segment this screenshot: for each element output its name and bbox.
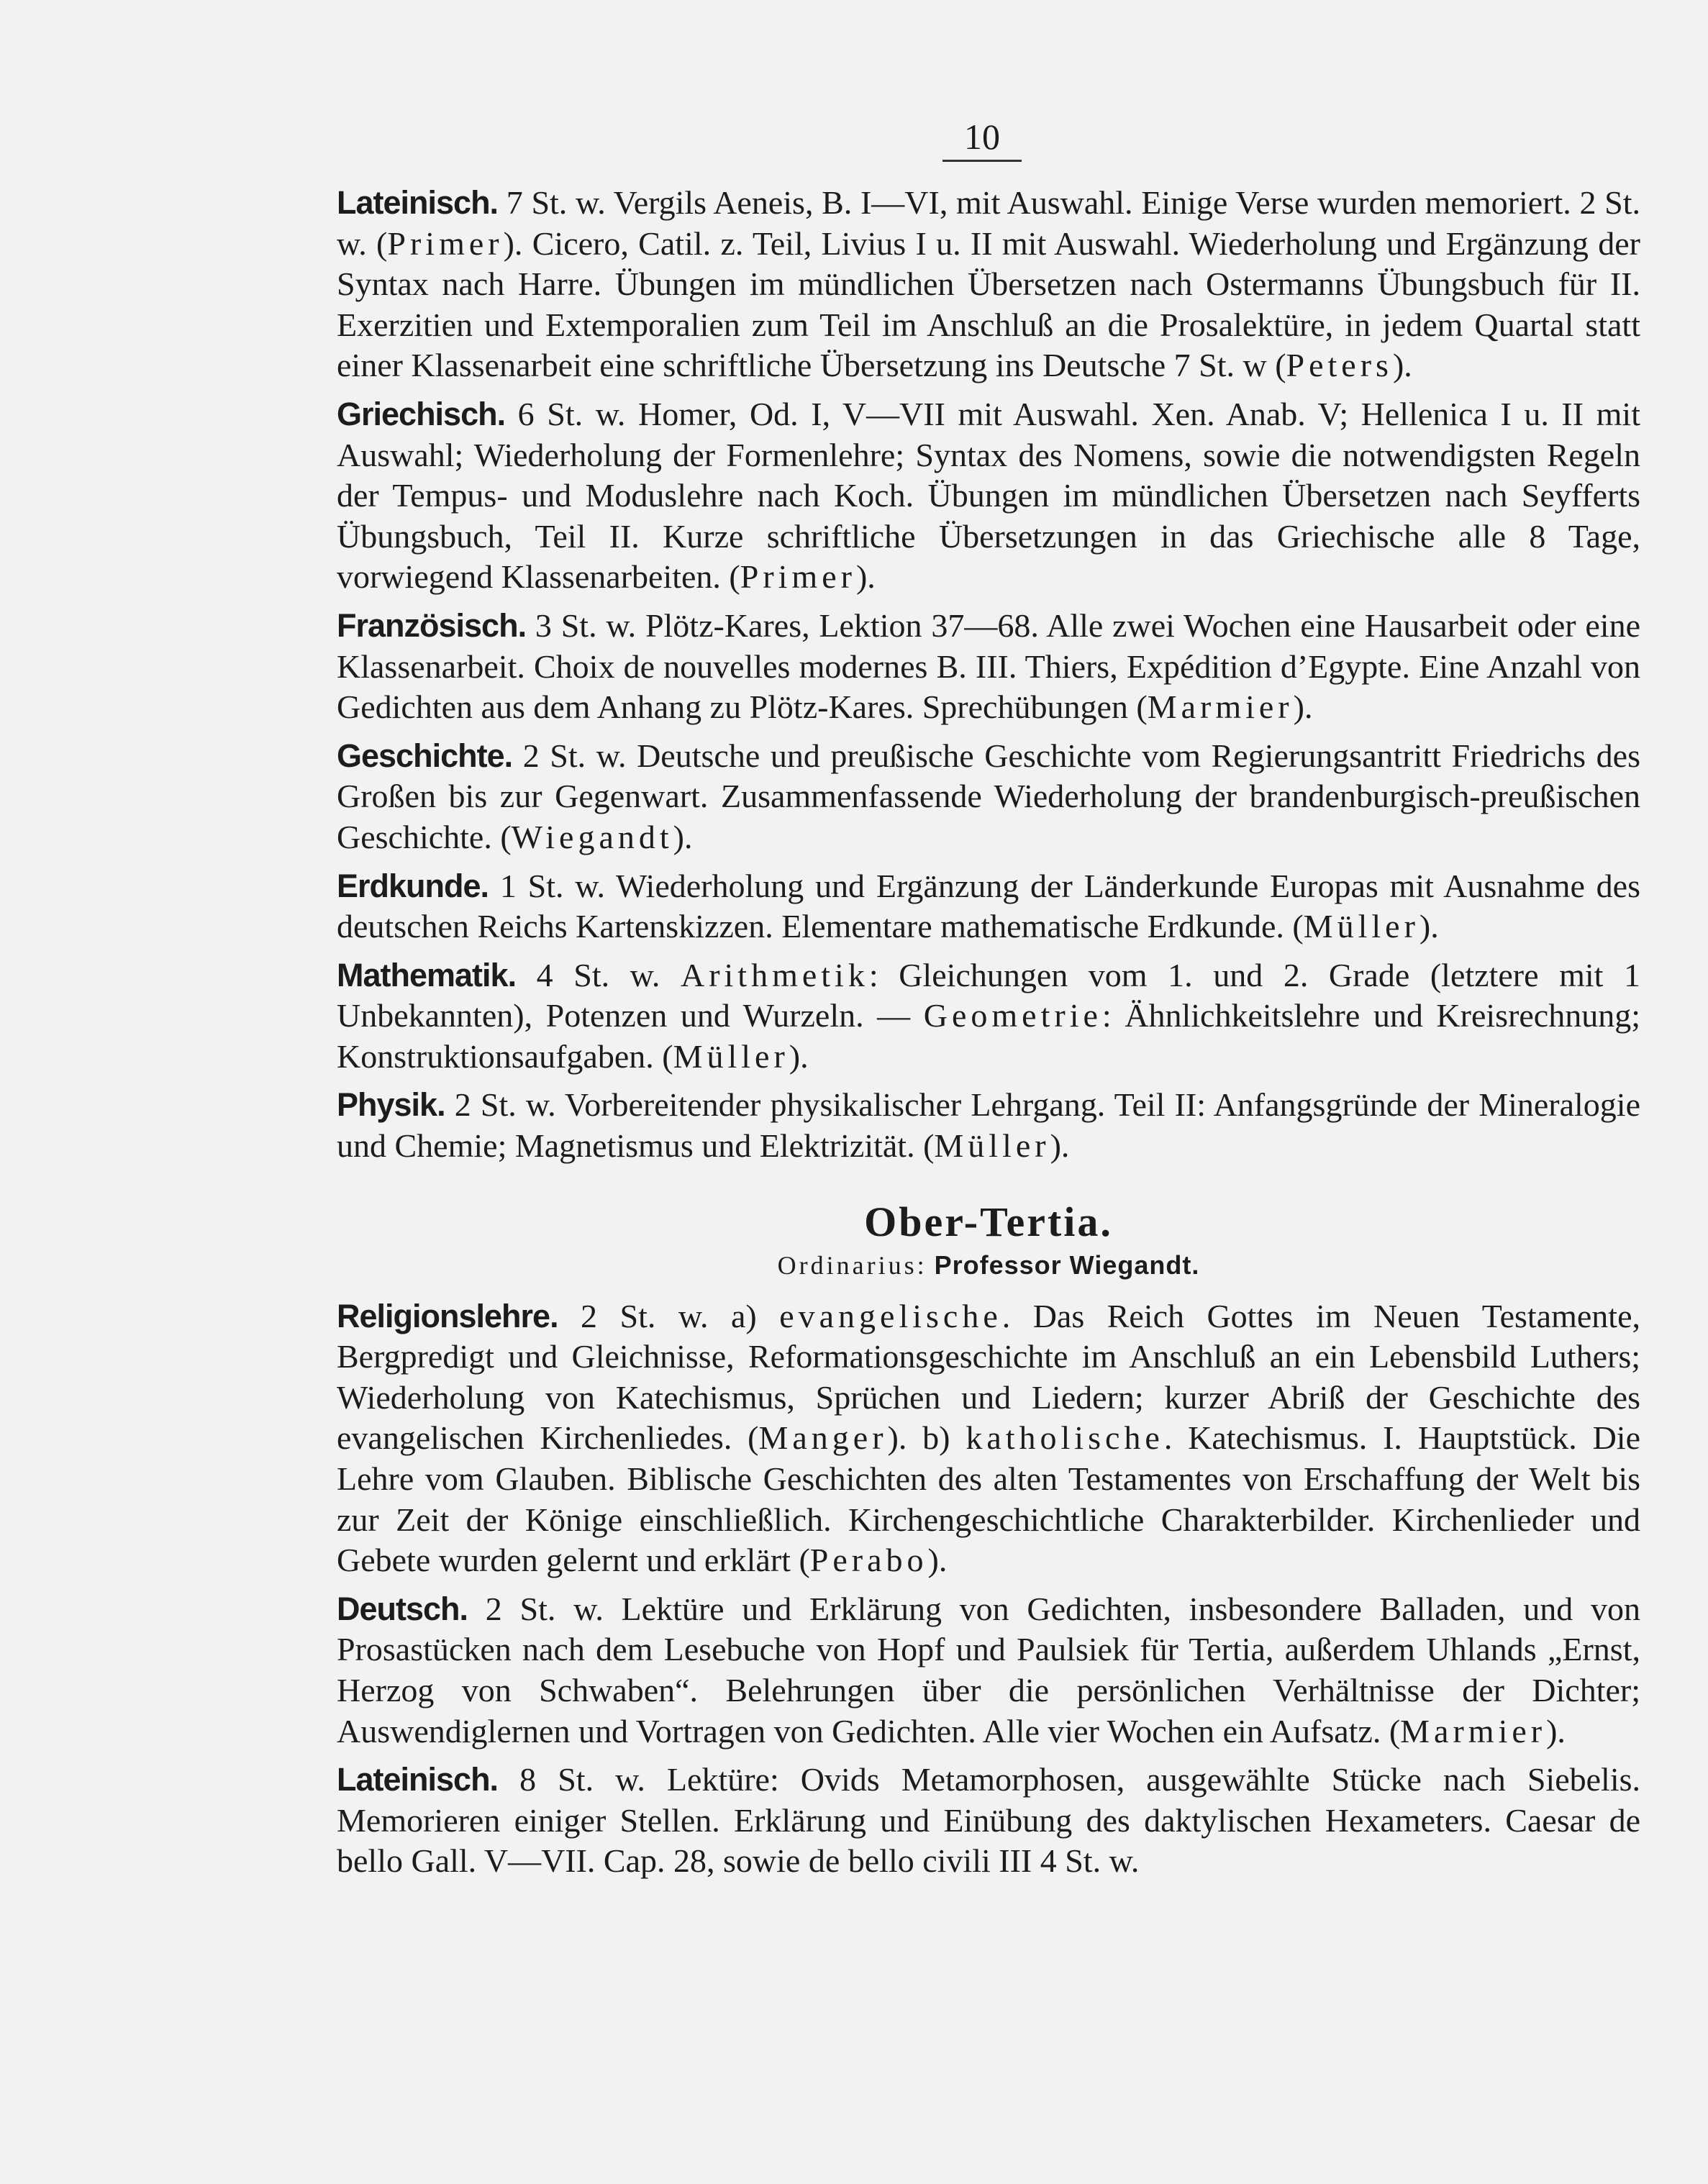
subject-paragraph [337,1085,1640,1166]
paragraph-text: 2 St. w. a) [558,1297,780,1334]
subject-heading: Erdkunde. [337,867,489,904]
paragraph-text: 3 St. w. Plötz-Kares, Lektion 37—68. Alle zwei Wochen eine Hausarbeit oder eine Klassenarbeit. Choix de nouvelles modernes B. III. Thiers, Expédition d’Egypte. Eine Anzahl von Gedichten aus dem Anhang zu Plötz-Kares. Sprechübungen ( [337,606,1640,726]
ordinarius-name: Professor Wiegandt. [934,1250,1200,1280]
paragraph-text: 4 St. w. [516,956,681,993]
ordinarius-label: Ordinarius: [777,1250,927,1280]
spaced-emphasis: katholische [966,1419,1164,1457]
paragraph-text: . Das Reich Gottes im Neuen Testamente, Bergpredigt und Gleichnisse, Reformationsgeschichte im Anschluß an ein Lebensbild Luthers; Wiederholung von Katechismus, Sprüchen und Liedern; kurzer Abriß der Geschichte des evangelischen Kirchenliedes. ( [337,1297,1640,1457]
paragraph-text: 6 St. w. Homer, Od. I, V—VII mit Auswahl. Xen. Anab. V; Hellenica I u. II mit Auswahl; Wiederholung der Formenlehre; Syntax des Nomens, sowie die notwendigsten Regeln der Tempus- und Moduslehre nach Koch. Übungen im mündlichen Übersetzen nach Seyfferts Übungsbuch, Teil II. Kurze schriftliche Übersetzungen in das Griechische alle 8 Tage, vorwiegend Klassenarbeiten. ( [337,395,1640,596]
paragraph-text: ). [1419,908,1439,945]
spaced-emphasis: Müller [934,1127,1050,1165]
subject-paragraph [337,1296,1640,1581]
subject-paragraph [337,1589,1640,1752]
paragraph-text: ). Cicero, Catil. z. Teil, Livius I u. II mit Auswahl. Wiederholung und Ergänzung der Syntax nach Harre. Übungen im mündlichen Übersetzen nach Ostermanns Übungsbuch für II. Exerzitien und Extemporalien zum Teil im Anschluß an die Prosalektüre, in jedem Quartal statt einer Klassenarbeit eine schriftliche Übersetzung ins Deutsche 7 St. w ( [337,224,1640,384]
paragraph-text: ). [1293,688,1313,726]
paragraph-text: ). [673,818,693,855]
spaced-emphasis: Wiegandt [511,818,673,855]
paragraph-text: ). b) [887,1419,966,1457]
subject-paragraph [337,606,1640,728]
paragraph-text: ). [1546,1712,1566,1750]
paragraph-text: 2 St. w. Lektüre und Erklärung von Gedichten, insbesondere Balladen, und von Prosastücken nach dem Lesebuche von Hopf und Paulsiek für Tertia, außerdem Uhlands „Ernst, Herzog von Schwaben“. Belehrungen über die persönlichen Verhältnisse der Dichter; Auswendiglernen und Vortragen von Gedichten. Alle vier Wochen ein Aufsatz. ( [337,1590,1640,1750]
spaced-emphasis: Marmier [1147,688,1294,726]
spaced-emphasis: Perabo [809,1542,928,1579]
paragraph-text: ). [789,1037,809,1075]
subject-paragraph [337,394,1640,598]
subject-paragraph [337,866,1640,947]
subject-heading: Geschichte. [337,737,513,774]
spaced-emphasis: Primer [387,224,504,262]
spaced-emphasis: evangelische [779,1297,1002,1334]
subject-paragraph [337,183,1640,386]
subject-heading: Lateinisch. [337,1761,499,1798]
subject-paragraph [337,1760,1640,1882]
subject-heading: Physik. [337,1086,445,1124]
paragraph-text: . Katechismus. I. Hauptstück. Die Lehre vom Glauben. Biblische Geschichten des alten Testamentes von Erschaffung der Welt bis zur Zeit der Könige einschließlich. Kirchengeschichtliche Charakterbilder. Kirchenlieder und Gebete wurden gelernt und erklärt ( [337,1419,1640,1579]
spaced-emphasis: Primer [740,558,856,596]
paragraph-text: 1 St. w. Wiederholung und Ergänzung der Länderkunde Europas mit Ausnahme des deutschen Reichs Kartenskizzen. Elementare mathematische Erdkunde. ( [337,867,1640,945]
paragraph-text: : Ähnlichkeitslehre und Kreisrechnung; Konstruktionsaufgaben. ( [337,997,1640,1075]
paragraph-text: 8 St. w. Lektüre: Ovids Metamorphosen, ausgewählte Stücke nach Siebelis. Memorieren einiger Stellen. Erklärung und Einübung des daktylischen Hexameters. Caesar de bello Gall. V—VII. Cap. 28, sowie de bello civili III 4 St. w. [337,1761,1640,1880]
section-title: Ober-Tertia. [864,1198,1113,1245]
paragraph-text: ). [855,558,876,596]
subject-paragraph [337,736,1640,858]
subject-heading: Französisch. [337,606,527,644]
text-column [337,183,1640,1890]
paragraphs-before [337,183,1640,1167]
subject-heading: Deutsch. [337,1590,468,1627]
subject-heading: Griechisch. [337,395,506,432]
paragraph-text: 2 St. w. Deutsche und preußische Geschichte vom Regierungsantritt Friedrichs des Großen bis zur Gegenwart. Zusammenfassende Wiederholung der brandenburgisch-preußischen Geschichte. ( [337,737,1640,855]
ordinarius-line [337,1247,1640,1283]
subject-heading: Mathematik. [337,956,517,993]
spaced-emphasis: Arithmetik [680,956,869,993]
spaced-emphasis: Peters [1286,347,1393,384]
spaced-emphasis: Müller [673,1037,789,1075]
spaced-emphasis: Geometrie [923,997,1102,1034]
subject-heading: Religionslehre. [337,1297,558,1334]
paragraph-text: ). [1392,347,1412,384]
spaced-emphasis: Marmier [1400,1712,1547,1750]
paragraph-text: ). [927,1542,948,1579]
paragraph-text: ). [1050,1127,1070,1165]
paragraphs-after [337,1296,1640,1882]
paragraph-text: 7 St. w. Vergils Aeneis, B. I—VI, mit Auswahl. Einige Verse wurden memoriert. 2 St. w. ( [337,184,1640,262]
paragraph-text: 2 St. w. Vorbereitender physikalischer Lehrgang. Teil II: Anfangsgründe der Mineralogie und Chemie; Magnetismus und Elektrizität. ( [337,1086,1640,1165]
spaced-emphasis: Müller [1303,908,1419,945]
subject-paragraph [337,955,1640,1078]
subject-heading: Lateinisch. [337,184,499,221]
spaced-emphasis: Manger [758,1419,888,1457]
paragraph-text: : Gleichungen vom 1. und 2. Grade (letztere mit 1 Unbekannten), Potenzen und Wurzeln. — [337,956,1640,1034]
page-number: 10 [942,115,1022,162]
